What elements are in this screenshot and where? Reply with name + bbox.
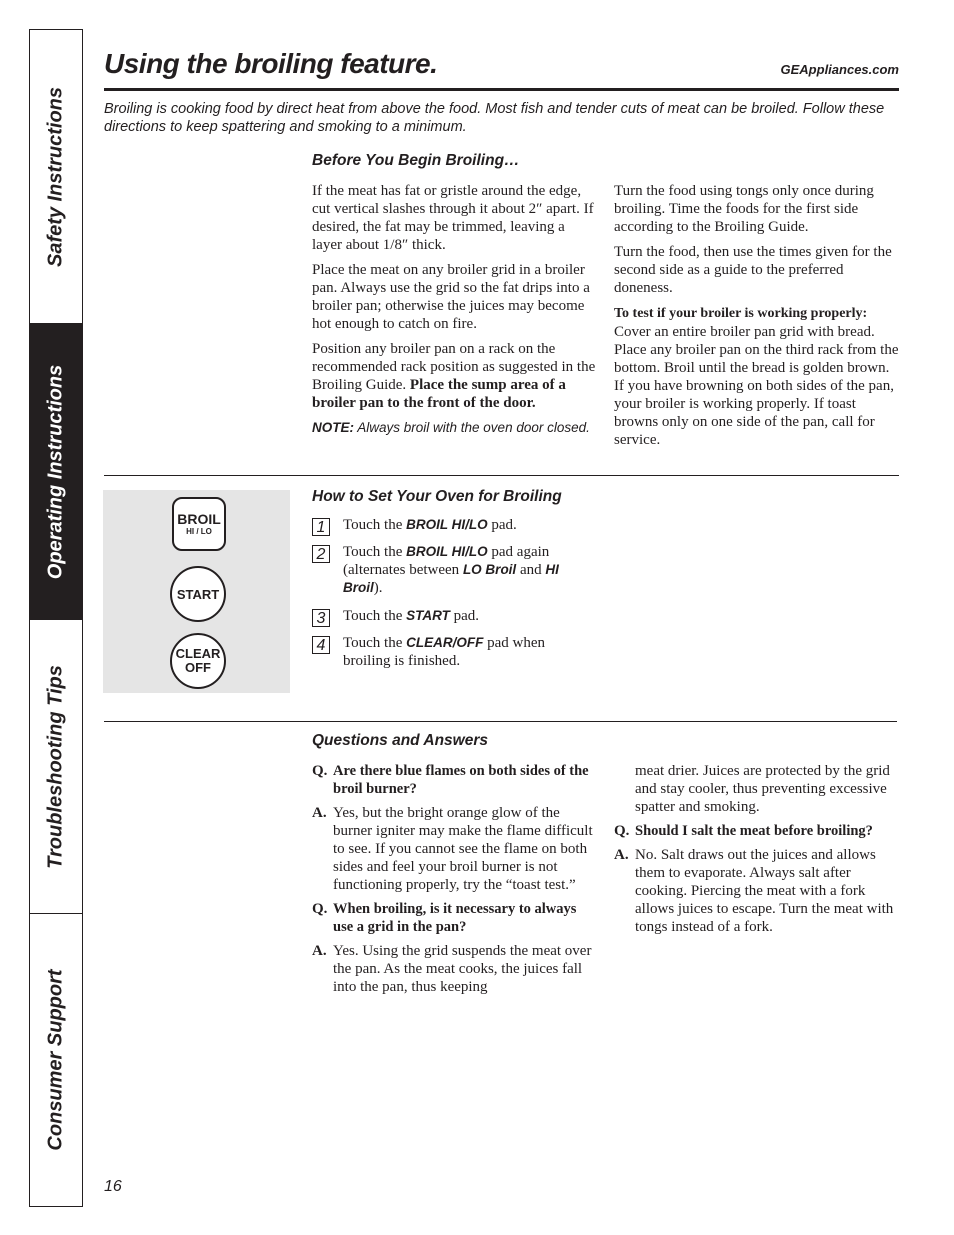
step-text (343, 516, 578, 534)
page-number: 16 (104, 1178, 122, 1195)
qa-column-right (614, 762, 900, 942)
qa-column-left (312, 762, 597, 1002)
a-label: A. (614, 847, 629, 863)
before-paragraph (312, 340, 597, 412)
tab-label: Consumer Support (44, 969, 67, 1151)
section-tabs (29, 29, 83, 1207)
qa-heading: Questions and Answers (312, 732, 488, 749)
text: Touch the (343, 635, 407, 651)
pad-label: CLEAR (175, 646, 221, 661)
q-label: Q. (614, 823, 630, 839)
bold-text: To test if your broiler is working properly: (614, 306, 868, 321)
tab-operating-instructions[interactable] (29, 323, 83, 621)
step-number: 2 (312, 545, 330, 563)
before-column-right (614, 182, 900, 456)
step-text (343, 543, 568, 597)
tab-troubleshooting-tips[interactable] (29, 619, 83, 914)
note-text: Always broil with the oven door closed. (354, 420, 590, 435)
text: Cover an entire broiler pan grid with bread. Place any broiler pan on the third rack from the bottom. Broil until the bread is golden brown. If you have browning on both sides of the pan, your broiler is working properly. If toast browns only on one side of the pan, call for service. (614, 324, 899, 448)
question (614, 822, 900, 840)
start-pad[interactable] (170, 566, 226, 622)
tab-consumer-support[interactable] (29, 913, 83, 1207)
text: pad when broiling is finished. (343, 635, 546, 669)
key-name: CLEAR/OFF (406, 635, 484, 650)
text: Touch the (343, 517, 407, 533)
website-link[interactable]: GEAppliances.com (780, 62, 899, 77)
question (312, 762, 597, 798)
question (312, 900, 597, 936)
tab-label: Safety Instructions (44, 86, 67, 268)
question-text: Are there blue flames on both sides of the broil burner? (333, 763, 589, 797)
key-name: LO Broil (462, 562, 517, 577)
text: ). (373, 580, 383, 596)
section-divider (104, 475, 899, 476)
before-paragraph: If the meat has fat or gristle around the edge, cut vertical slashes through it about 2″ apart. If desired, the fat may be trimmed, leaving a layer about 1/8″ thick. (312, 183, 594, 253)
a-label: A. (312, 943, 327, 959)
pad-label: OFF (185, 660, 211, 675)
answer-text: Yes. Using the grid suspends the meat over the pan. As the meat cooks, the juices fall into the pan, thus keeping (333, 943, 592, 995)
tab-safety-instructions[interactable] (29, 29, 83, 324)
before-heading: Before You Begin Broiling… (312, 152, 520, 169)
a-label: A. (312, 805, 327, 821)
step-text (343, 607, 578, 625)
before-paragraph: Turn the food using tongs only once during broiling. Time the foods for the first side according to the Broiling Guide. (614, 183, 874, 235)
tab-label: Troubleshooting Tips (44, 665, 67, 869)
howto-heading: How to Set Your Oven for Broiling (312, 488, 562, 505)
bold-text: Place the sump area of a broiler pan to the front of the door. (312, 377, 566, 411)
answer-text: meat drier. Juices are protected by the grid and stay cooler, thus preventing excessive spatter and smoking. (635, 763, 890, 815)
clear-off-pad[interactable] (170, 633, 226, 689)
answer (312, 942, 597, 996)
text: pad. (449, 608, 480, 624)
key-name: HI Broil (343, 562, 559, 595)
q-label: Q. (312, 901, 328, 917)
key-name: BROIL HI/LO (406, 517, 488, 532)
tab-label: Operating Instructions (44, 364, 67, 580)
intro-paragraph: Broiling is cooking food by direct heat from above the food. Most fish and tender cuts of meat can be broiled. Follow these directions to keep spattering and smoking to a minimum. (104, 101, 885, 135)
step-number: 3 (312, 609, 330, 627)
answer-text: No. Salt draws out the juices and allows them to evaporate. Always salt after cooking. Piercing the meat with a fork allows juices to escape. Turn the meat with tongs instead of a fork. (635, 847, 894, 935)
pad-sublabel: HI / LO (186, 527, 212, 536)
pad-label: BROIL (177, 511, 221, 527)
answer (312, 804, 597, 894)
pad-label: START (176, 586, 220, 602)
broil-hi-lo-pad[interactable] (172, 497, 226, 551)
question-text: Should I salt the meat before broiling? (635, 823, 873, 839)
note (312, 419, 597, 437)
control-panel-illustration (103, 490, 290, 693)
text: pad. (487, 517, 517, 533)
before-paragraph: Place the meat on any broiler grid in a broiler pan. Always use the grid so the fat drips into a broiler pan; otherwise the juices may become hot enough to catch on fire. (312, 262, 590, 332)
header-rule (104, 88, 899, 91)
text: Touch the (343, 608, 407, 624)
note-label: NOTE: (312, 420, 354, 435)
before-column-left (312, 182, 597, 444)
step-text (343, 634, 563, 670)
text: Position any broiler pan on a rack on the recommended rack position as suggested in the Broiling Guide. (312, 341, 596, 393)
answer-continued (614, 762, 900, 816)
text: Touch the (343, 544, 407, 560)
section-divider (104, 721, 897, 722)
answer-text: Yes, but the bright orange glow of the burner igniter may make the flame difficult to see. If you cannot see the flame on both sides and feel your broil burner is not functioning properly, try the “toast test.” (333, 805, 593, 893)
q-label: Q. (312, 763, 328, 779)
answer (614, 846, 900, 936)
page-title: Using the broiling feature. (104, 48, 438, 79)
text: pad again (alternates between (343, 544, 550, 578)
text: and (516, 562, 546, 578)
key-name: BROIL HI/LO (406, 544, 488, 559)
key-name: START (406, 608, 450, 623)
before-paragraph (614, 304, 900, 449)
before-paragraph: Turn the food, then use the times given for the second side as a guide to the preferred doneness. (614, 244, 892, 296)
step-number: 1 (312, 518, 330, 536)
step-number: 4 (312, 636, 330, 654)
question-text: When broiling, is it necessary to always use a grid in the pan? (333, 901, 577, 935)
